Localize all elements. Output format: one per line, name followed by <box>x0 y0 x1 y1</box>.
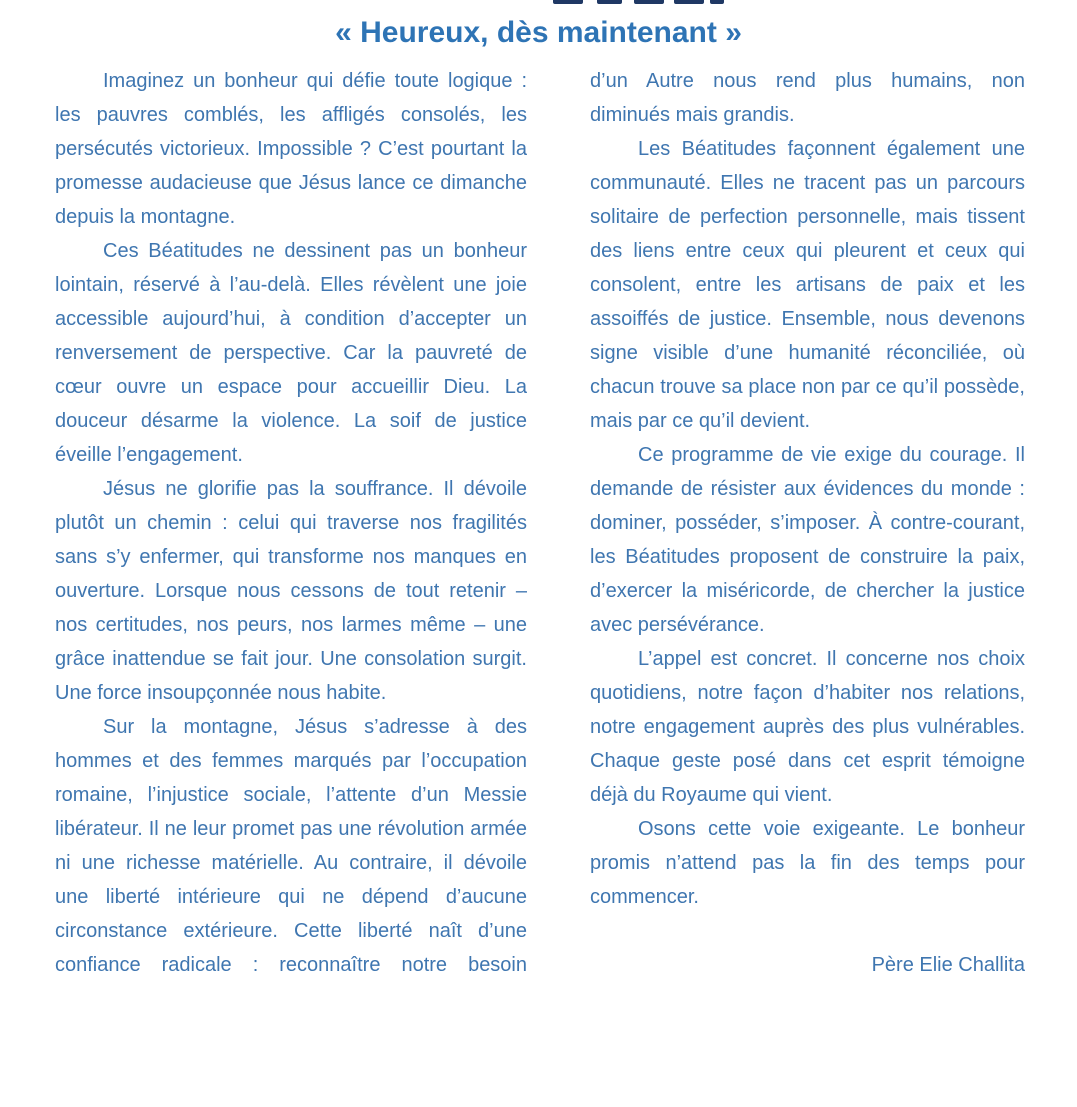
paragraph: Osons cette voie exigeante. Le bonheur promis n’attend pas la fin des temps pour commencer. <box>590 818 1025 908</box>
clipped-letter-fragment <box>674 0 704 4</box>
paragraph: Imaginez un bonheur qui défie toute logique : les pauvres comblés, les affligés consolés, les persécutés victorieux. Impossible ? C’est pourtant la promesse audacieuse que Jésus lance ce dimanche depuis la montagne. <box>55 70 527 228</box>
paragraph: Ce programme de vie exige du courage. Il demande de résister aux évidences du monde : dominer, posséder, s’imposer. À contre-courant, les Béatitudes proposent de construire la paix, d’exercer la miséricorde, de chercher la justice avec persévérance. <box>590 444 1025 636</box>
paragraph: Ces Béatitudes ne dessinent pas un bonheur lointain, réservé à l’au-delà. Elles révèlent une joie accessible aujourd’hui, à condition d’accepter un renversement de perspective. Car la pauvreté de cœur ouvre un espace pour accueillir Dieu. La douceur désarme la violence. La soif de justice éveille l’engagement. <box>55 240 527 466</box>
page-title: « Heureux, dès maintenant » <box>335 16 742 49</box>
paragraph: Jésus ne glorifie pas la souffrance. Il dévoile plutôt un chemin : celui qui traverse nos fragilités sans s’y enfermer, qui transforme nos manques en ouverture. Lorsque nous cessons de tout retenir – nos certitudes, nos peurs, nos larmes même – une grâce inattendue se fait jour. Une consolation surgit. Une force insoupçonnée nous habite. <box>55 478 527 704</box>
paragraph: Sur la montagne, Jésus s’adresse à des hommes et des femmes marqués par l’occupation romaine, l’injustice sociale, l’attente d’un Messie libérateur. Il ne leur promet pas une révolution armée ni une richesse matérielle. Au contraire, il dévoile une liberté intérieure qui ne dépend d’aucune circonstance extérieure. Cette liberté naît d’une confiance radicale : reconnaître notre besoin <box>55 716 527 976</box>
clipped-letter-fragment <box>597 0 622 4</box>
clipped-letter-fragment <box>553 0 583 4</box>
article-body <box>0 64 1077 982</box>
paragraph: L’appel est concret. Il concerne nos choix quotidiens, notre façon d’habiter nos relations, notre engagement auprès des plus vulnérables. Chaque geste posé dans cet esprit témoigne déjà du Royaume qui vient. <box>590 648 1025 806</box>
author-signature: Père Elie Challita <box>871 954 1025 976</box>
clipped-letter-fragment <box>710 0 724 4</box>
paragraph: Les Béatitudes façonnent également une communauté. Elles ne tracent pas un parcours solitaire de perfection personnelle, mais tissent des liens entre ceux qui pleurent et ceux qui consolent, entre les artisans de paix et les assoiffés de justice. Ensemble, nous devenons signe visible d’une humanité réconciliée, où chacun trouve sa place non par ce qu’il possède, mais par ce qu’il devient. <box>590 138 1025 432</box>
paragraph-continuation: d’un Autre nous rend plus humains, non diminués mais grandis. <box>590 70 1025 126</box>
left-column <box>55 64 527 982</box>
clipped-letter-fragment <box>634 0 664 4</box>
right-column <box>590 64 1025 982</box>
clipped-header-text-fragment <box>0 0 1077 6</box>
